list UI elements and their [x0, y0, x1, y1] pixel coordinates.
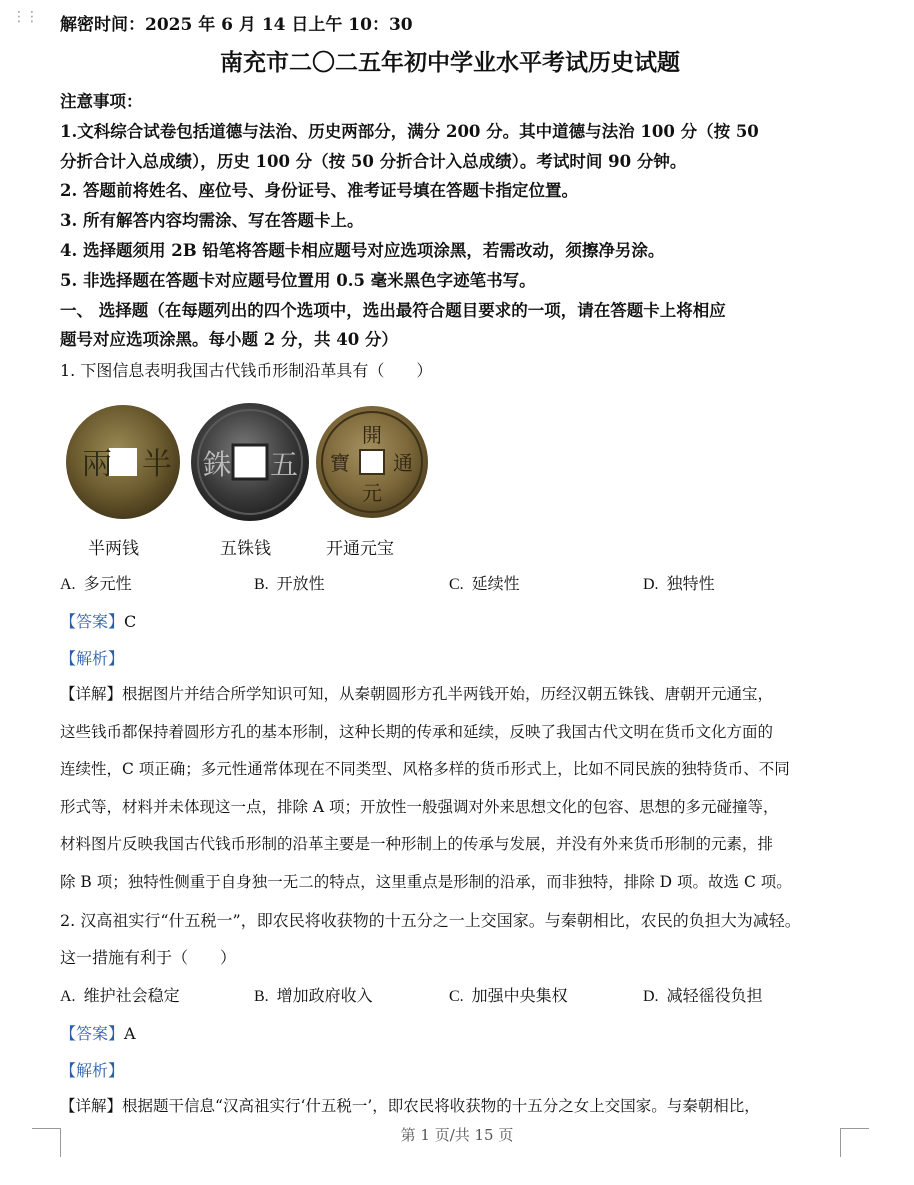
option-letter: A. — [60, 576, 76, 593]
option-d[interactable] — [643, 571, 715, 594]
coin-banliang — [66, 405, 180, 519]
option-text: 加强中央集权 — [471, 986, 568, 1005]
instruction-line: 1.文科综合试卷包括道德与法治、历史两部分，满分 200 分。其中道德与法治 100 分（按 50 — [60, 121, 759, 141]
detail-line: 【详解】根据题干信息“汉高祖实行‘什五税一’，即农民将收获物的十五分之女上交国家。与秦朝相比， — [60, 1097, 760, 1115]
option-letter: C. — [449, 988, 464, 1005]
question-2-analysis-label — [60, 1058, 124, 1081]
page-number: 第 1 页/共 15 页 — [400, 1126, 514, 1144]
option-letter: B. — [254, 576, 269, 593]
instruction-line: 分折合计入总成绩），历史 100 分（按 50 分折合计入总成绩）。考试时间 90 分钟。 — [60, 151, 687, 171]
detail-line: 形式等，材料并未体现这一点，排除 A 项；开放性一般强调对外来思想文化的包容、思想的多元碰撞等， — [60, 797, 779, 816]
detail-label: 【详解】 — [60, 1097, 123, 1115]
section-heading-line: 题号对应选项涂黑。每小题 2 分，共 40 分） — [60, 330, 398, 350]
question-2-answer — [60, 1021, 136, 1044]
detail-line: 【详解】根据图片并结合所学知识可知，从秦朝圆形方孔半两钱开始，历经汉朝五铢钱、唐朝开元通宝， — [60, 685, 774, 703]
coin-glyph: 銖 — [203, 448, 232, 481]
question-2-detail — [60, 1088, 850, 1126]
analysis-label: 【解析】 — [60, 649, 125, 668]
option-letter: C. — [449, 576, 464, 593]
option-b[interactable] — [254, 983, 373, 1006]
coin-wuzhu — [191, 403, 309, 521]
option-text: 减轻徭役负担 — [666, 986, 763, 1005]
instructions-heading: 注意事项： — [60, 92, 143, 111]
coin-glyph: 元 — [362, 481, 382, 505]
instruction-line: 4. 选择题须用 2B 铅笔将答题卡相应题号对应选项涂黑，若需改动，须擦净另涂。 — [60, 240, 665, 260]
coin-caption: 五铢钱 — [220, 539, 271, 559]
detail-line: 材料图片反映我国古代钱币形制的沿革主要是一种形制上的传承与发展，并没有外来货币形制的元素，排 — [60, 835, 774, 854]
option-letter: A. — [60, 988, 76, 1005]
coin-glyph: 通 — [393, 451, 413, 475]
drag-handle-icon[interactable]: ⋮⋮ — [12, 9, 38, 25]
unseal-time: 解密时间：2025 年 6 月 14 日上午 10：30 — [60, 15, 413, 35]
question-2-stem-line-1: 2. 汉高祖实行“什五税一”，即农民将收获物的十五分之一上交国家。与秦朝相比，农民的负担大为减轻。 — [60, 911, 801, 930]
option-a[interactable] — [60, 571, 132, 594]
option-text: 维护社会稳定 — [83, 986, 180, 1005]
answer-label: 【答案】 — [60, 1024, 125, 1043]
option-c[interactable] — [449, 571, 520, 594]
option-text: 多元性 — [83, 574, 132, 593]
option-text: 开放性 — [276, 574, 325, 593]
question-1-detail — [60, 676, 850, 902]
instructions — [60, 87, 850, 355]
coin-caption: 开通元宝 — [326, 539, 394, 559]
coin-glyph: 開 — [362, 423, 382, 447]
detail-label: 【详解】 — [60, 685, 123, 703]
instruction-line: 3. 所有解答内容均需涂、写在答题卡上。 — [60, 211, 364, 231]
option-b[interactable] — [254, 571, 325, 594]
option-text: 延续性 — [471, 574, 520, 593]
answer-value: C — [124, 612, 137, 631]
option-letter: B. — [254, 988, 269, 1005]
option-a[interactable] — [60, 983, 180, 1006]
analysis-label: 【解析】 — [60, 1061, 125, 1080]
page-title: 南充市二〇二五年初中学业水平考试历史试题 — [220, 49, 680, 76]
question-1-answer — [60, 609, 136, 632]
detail-line: 连续性，C 项正确；多元性通常体现在不同类型、风格多样的货币形式上，比如不同民族的独特货币、不同 — [60, 760, 790, 779]
instruction-line: 5. 非选择题在答题卡对应题号位置用 0.5 毫米黑色字迹笔书写。 — [60, 270, 536, 290]
option-text: 增加政府收入 — [276, 986, 373, 1005]
detail-line: 除 B 项；独特性侧重于自身独一无二的特点，这里重点是形制的沿承，而非独特，排除 D 项。故选 C 项。 — [60, 872, 792, 891]
coin-glyph: 兩 — [82, 447, 112, 482]
answer-label: 【答案】 — [60, 612, 125, 631]
coin-glyph: 五 — [270, 448, 299, 481]
instruction-line: 2. 答题前将姓名、座位号、身份证号、准考证号填在答题卡指定位置。 — [60, 181, 578, 201]
option-text: 独特性 — [666, 574, 715, 593]
question-2-options — [60, 983, 850, 1007]
question-2-stem-line-2: 这一措施有利于（ ） — [60, 948, 237, 967]
option-d[interactable] — [643, 983, 763, 1006]
question-1-stem: 1. 下图信息表明我国古代钱币形制沿革具有（ ） — [60, 361, 433, 380]
coin-glyph: 半 — [142, 447, 172, 482]
answer-value: A — [124, 1024, 136, 1043]
coin-kaitong — [316, 406, 428, 518]
question-1-options — [60, 571, 850, 595]
detail-line: 这些钱币都保持着圆形方孔的基本形制，这种长期的传承和延续，反映了我国古代文明在货币文化方面的 — [60, 722, 774, 741]
option-letter: D. — [643, 576, 659, 593]
coin-caption: 半两钱 — [88, 539, 139, 559]
option-c[interactable] — [449, 983, 568, 1006]
question-1-analysis-label — [60, 646, 124, 669]
section-heading-line: 一、 选择题（在每题列出的四个选项中，选出最符合题目要求的一项，请在答题卡上将相应 — [60, 300, 726, 320]
coin-glyph: 寶 — [330, 451, 350, 475]
option-letter: D. — [643, 988, 659, 1005]
